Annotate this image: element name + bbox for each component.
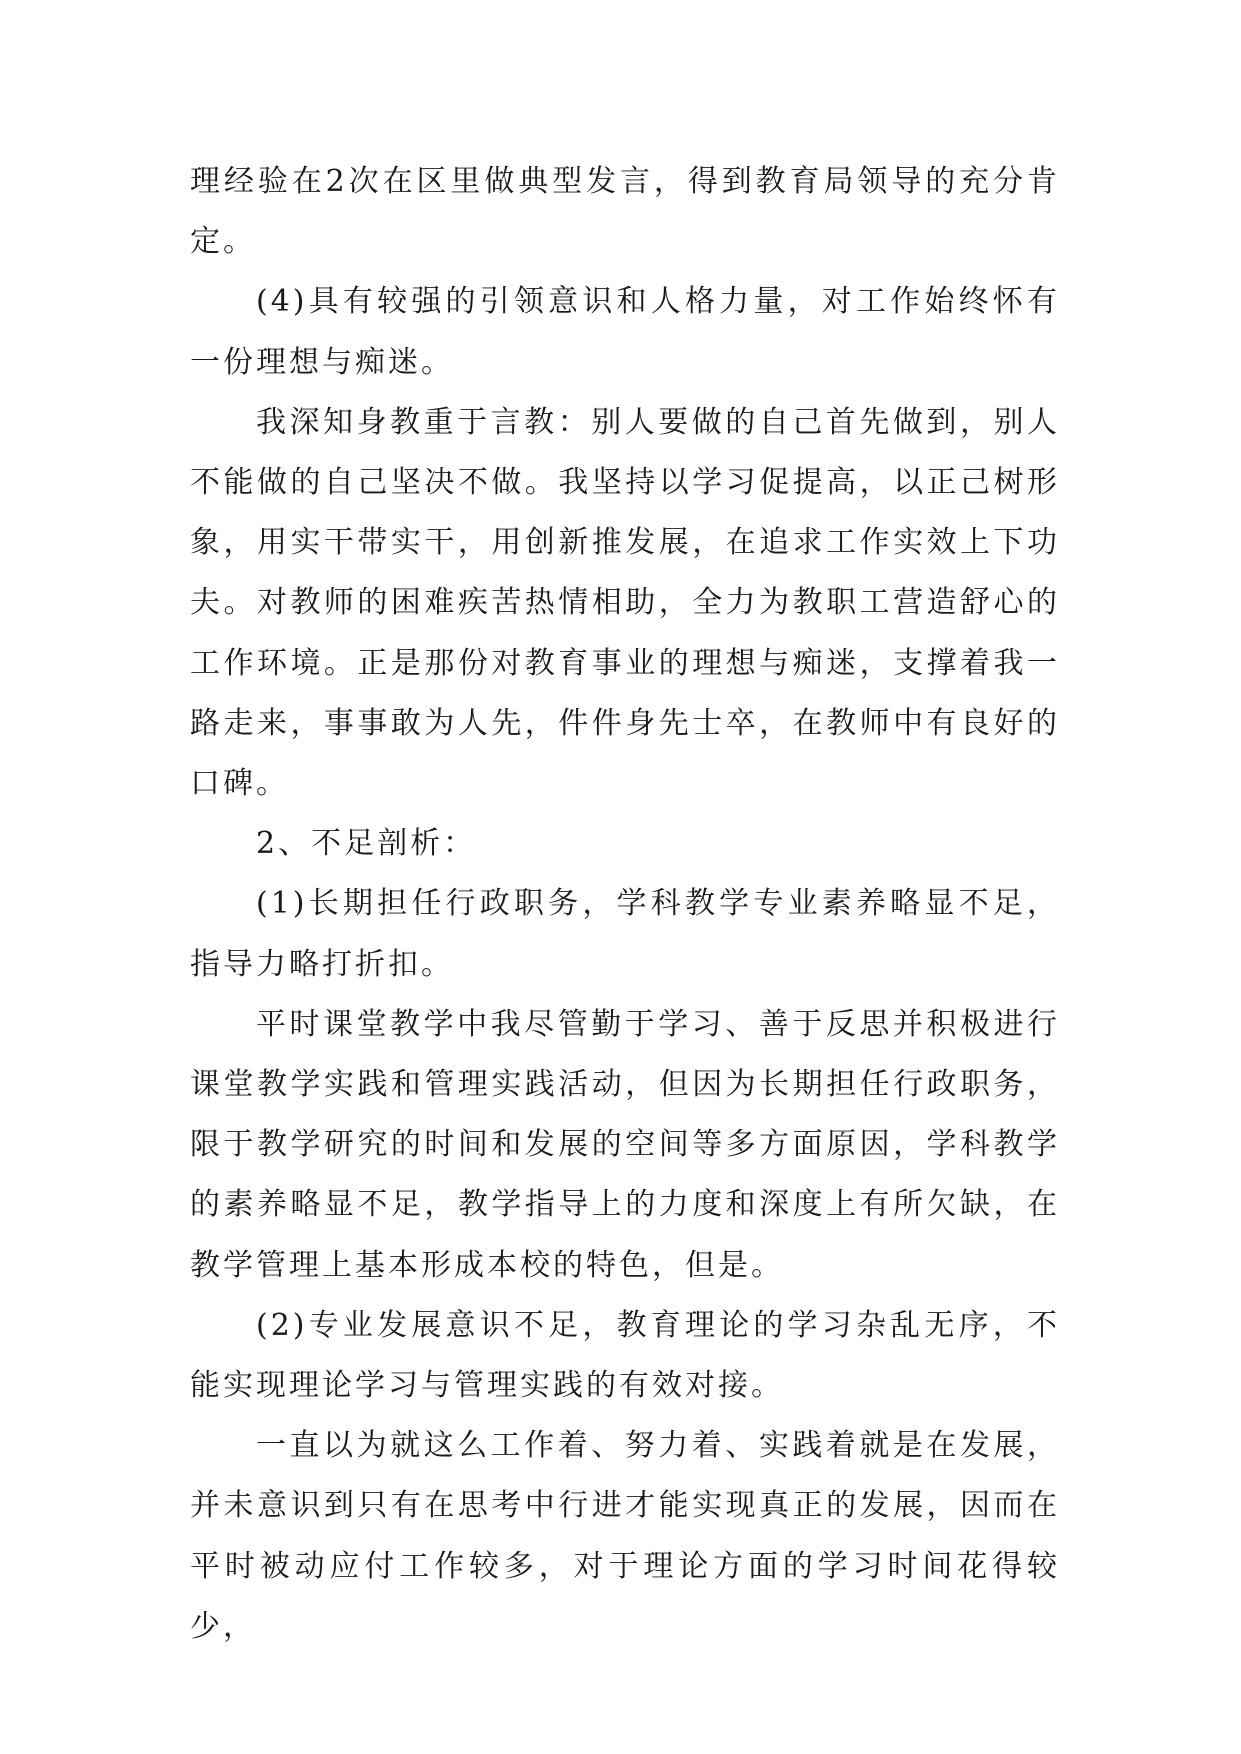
paragraph-7: (2)专业发展意识不足，教育理论的学习杂乱无序，不能实现理论学习与管理实践的有效对接。 bbox=[190, 1307, 1060, 1404]
paragraph-8: 一直以为就这么工作着、努力着、实践着就是在发展，并未意识到只有在思考中行进才能实现真正的发展，因而在平时被动应付工作较多，对于理论方面的学习时间花得较少， bbox=[190, 1428, 1060, 1644]
paragraph-1: 理经验在2次在区里做典型发言，得到教育局领导的充分肯定。 bbox=[190, 164, 1060, 260]
paragraph-5: (1)长期担任行政职务，学科教学专业素养略显不足，指导力略打折扣。 bbox=[190, 886, 1060, 982]
document-body bbox=[190, 152, 1060, 1657]
paragraph-3: 我深知身教重于言教：别人要做的自己首先做到，别人不能做的自己坚决不做。我坚持以学习促提高，以正己树形象，用实干带实干，用创新推发展，在追求工作实效上下功夫。对教师的困难疾苦热情相助，全力为教职工营造舒心的工作环境。正是那份对教育事业的理想与痴迷，支撑着我一路走来，事事敢为人先，件件身先士卒，在教师中有良好的口碑。 bbox=[190, 404, 1060, 802]
paragraph-2: (4)具有较强的引领意识和人格力量，对工作始终怀有一份理想与痴迷。 bbox=[190, 284, 1060, 380]
section-heading: 2、不足剖析： bbox=[256, 826, 477, 862]
paragraph-6: 平时课堂教学中我尽管勤于学习、善于反思并积极进行课堂教学实践和管理实践活动，但因为长期担任行政职务，限于教学研究的时间和发展的空间等多方面原因，学科教学的素养略显不足，教学指导上的力度和深度上有所欠缺，在教学管理上基本形成本校的特色，但是。 bbox=[190, 1006, 1060, 1283]
